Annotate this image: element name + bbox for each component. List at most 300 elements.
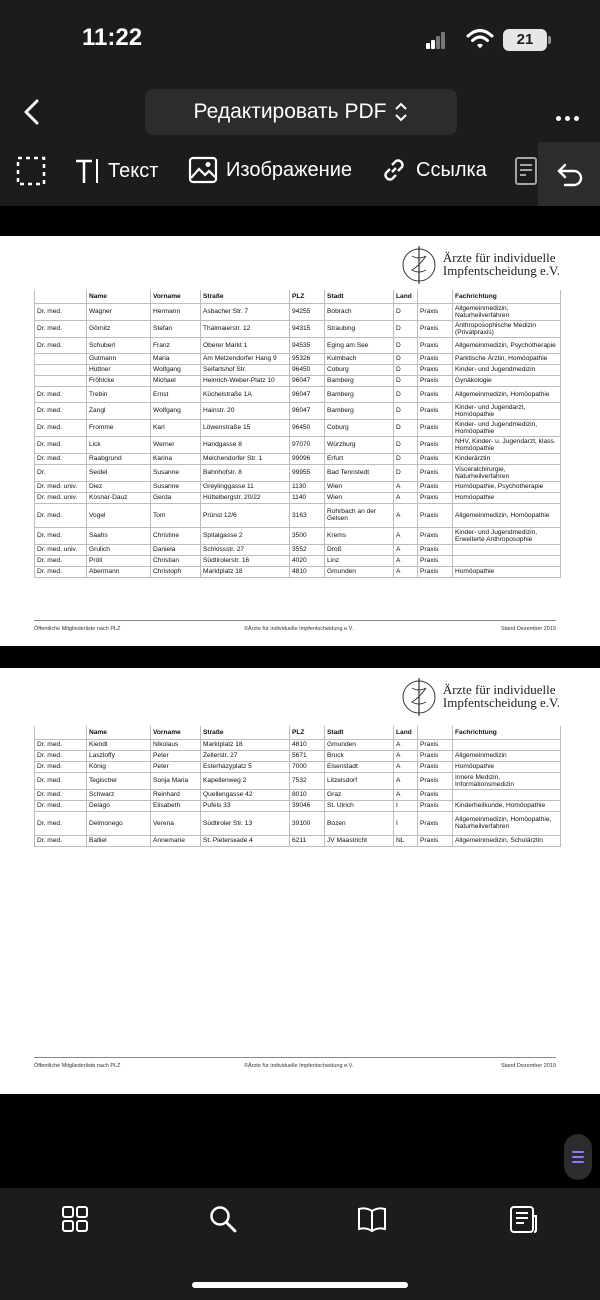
table-row	[35, 419, 561, 436]
cell-strasse: Quellengasse 42	[201, 789, 290, 800]
cell-fach: Gynäkologie	[453, 375, 561, 386]
cell-plz: 4810	[290, 739, 325, 750]
cell-fach: Allgemeinmedizin, Homöopathie, Naturheilverfahren	[453, 811, 561, 835]
battery-indicator: 21	[503, 29, 547, 51]
cell-strasse: Südtiroler Str. 13	[201, 811, 290, 835]
cell-plz: 99096	[290, 453, 325, 464]
cell-stadt: Bozen	[325, 811, 394, 835]
cell-strasse: Oberer Markt 1	[201, 337, 290, 353]
cell-plz: 94315	[290, 320, 325, 337]
image-tool[interactable]	[188, 156, 352, 184]
cell-name: Hüttner	[87, 364, 151, 375]
cell-typ: Praxis	[418, 772, 453, 789]
cell-fach	[453, 544, 561, 555]
table-row	[35, 436, 561, 453]
cell-land: D	[394, 337, 418, 353]
cell-title	[35, 353, 87, 364]
cell-name: Lick	[87, 436, 151, 453]
cell-vorname: Karl	[151, 419, 201, 436]
col-header-plz: PLZ	[290, 726, 325, 739]
cell-stadt: Bamberg	[325, 402, 394, 419]
table-row	[35, 375, 561, 386]
cell-typ: Praxis	[418, 481, 453, 492]
up-down-chevron-icon	[394, 102, 408, 122]
col-header-land: Land	[394, 726, 418, 739]
cell-plz: 7000	[290, 761, 325, 772]
footer-left: Öffentliche Mitgliederliste nach PLZ	[34, 626, 121, 632]
cell-land: D	[394, 364, 418, 375]
cell-title: Dr. med.	[35, 503, 87, 527]
cell-strasse: Spitalgasse 2	[201, 527, 290, 544]
cell-stadt: Litzelsdorf	[325, 772, 394, 789]
cell-title: Dr. med. univ.	[35, 481, 87, 492]
table-row	[35, 364, 561, 375]
table-row	[35, 555, 561, 566]
cell-stadt: Krems	[325, 527, 394, 544]
cell-vorname: Reinhard	[151, 789, 201, 800]
cell-vorname: Nikolaus	[151, 739, 201, 750]
cell-name: Wagner	[87, 303, 151, 320]
table-header	[35, 726, 561, 739]
cell-plz: 8010	[290, 789, 325, 800]
cell-land: A	[394, 544, 418, 555]
nav-bar	[0, 80, 600, 142]
cell-vorname: Susanne	[151, 464, 201, 481]
cell-name: Fröhlcke	[87, 375, 151, 386]
cell-plz: 6211	[290, 835, 325, 846]
more-options-icon[interactable]	[556, 108, 583, 126]
cell-stadt: Kulmbach	[325, 353, 394, 364]
cell-title: Dr. med.	[35, 566, 87, 577]
cell-typ: Praxis	[418, 364, 453, 375]
cell-strasse: Seifartshof Str.	[201, 364, 290, 375]
cell-name: Görnitz	[87, 320, 151, 337]
cell-name: Diez	[87, 481, 151, 492]
cell-title: Dr. med.	[35, 303, 87, 320]
cell-fach: Allgemeinmedizin	[453, 750, 561, 761]
col-header-name: Name	[87, 726, 151, 739]
cell-strasse: Marktplatz 18	[201, 739, 290, 750]
table-row	[35, 527, 561, 544]
cell-title: Dr. med.	[35, 772, 87, 789]
cell-fach: Kinderheilkunde, Homöopathie	[453, 800, 561, 811]
cell-name: Zangl	[87, 402, 151, 419]
cell-vorname: Karina	[151, 453, 201, 464]
footer-right: Stand Dezember 2019	[500, 1063, 556, 1069]
cell-plz: 39046	[290, 800, 325, 811]
logo-line-1: Ärzte für individuelle	[442, 682, 556, 697]
cell-title: Dr. med.	[35, 761, 87, 772]
status-time: 11:22	[82, 24, 143, 51]
cell-stadt: Bruck	[325, 750, 394, 761]
cell-stadt: Würzburg	[325, 436, 394, 453]
col-header	[35, 726, 87, 739]
cell-stadt: Böbrach	[325, 303, 394, 320]
cell-land: A	[394, 789, 418, 800]
cell-plz: 1130	[290, 481, 325, 492]
cell-stadt: Gmunden	[325, 739, 394, 750]
cell-stadt: Wien	[325, 481, 394, 492]
cell-land: D	[394, 386, 418, 402]
text-tool[interactable]	[74, 156, 158, 186]
document-text-icon[interactable]	[508, 1204, 538, 1234]
cell-plz: 94255	[290, 303, 325, 320]
cell-typ: Praxis	[418, 739, 453, 750]
cell-land: A	[394, 492, 418, 503]
cell-fach: Kinder- und Jugendmedizin, Homöopathie	[453, 419, 561, 436]
cell-fach: Kinder- und Jugendmedizin	[453, 364, 561, 375]
cell-fach: Allgemeinmedizin, Naturheilverfahren	[453, 303, 561, 320]
cell-typ: Praxis	[418, 402, 453, 419]
col-header-stadt: Stadt	[325, 290, 394, 303]
table-row	[35, 453, 561, 464]
cell-plz: 4020	[290, 555, 325, 566]
cell-name: Raabgrund	[87, 453, 151, 464]
cell-stadt: Linz	[325, 555, 394, 566]
page-footer	[34, 1057, 556, 1069]
cell-strasse: Handgasse 8	[201, 436, 290, 453]
cell-plz: 96450	[290, 364, 325, 375]
cell-vorname: Tom	[151, 503, 201, 527]
cell-plz: 3552	[290, 544, 325, 555]
cell-land: D	[394, 464, 418, 481]
cell-land: A	[394, 527, 418, 544]
col-header-vorname: Vorname	[151, 290, 201, 303]
table-row	[35, 789, 561, 800]
text-cursor-icon	[74, 156, 100, 186]
cell-title	[35, 364, 87, 375]
cell-title: Dr. med.	[35, 555, 87, 566]
cell-typ: Praxis	[418, 375, 453, 386]
cell-land: A	[394, 566, 418, 577]
table-row	[35, 811, 561, 835]
cell-land: D	[394, 353, 418, 364]
cell-land: A	[394, 555, 418, 566]
cell-plz: 1140	[290, 492, 325, 503]
text-tool-label: Текст	[108, 159, 159, 182]
logo-line-2: Impfentscheidung e.V.	[442, 695, 560, 710]
back-chevron-icon[interactable]	[20, 98, 44, 126]
table-row	[35, 761, 561, 772]
cell-name: Delmonego	[87, 811, 151, 835]
cell-title: Dr. med.	[35, 739, 87, 750]
cell-name: Schwarz	[87, 789, 151, 800]
cell-strasse: Zellerstr. 27	[201, 750, 290, 761]
cell-fach: Kinder- und Jugendarzt, Homöopathie	[453, 402, 561, 419]
table-row	[35, 739, 561, 750]
table-row	[35, 402, 561, 419]
cell-fach: Allgemeinmedizin, Schulärztin	[453, 835, 561, 846]
cell-strasse: Asbacher Str. 7	[201, 303, 290, 320]
cell-land: D	[394, 453, 418, 464]
undo-button[interactable]	[538, 142, 600, 206]
cell-land: A	[394, 772, 418, 789]
search-icon[interactable]	[208, 1204, 238, 1234]
cell-strasse: Kapellenweg 2	[201, 772, 290, 789]
cell-name: Fromme	[87, 419, 151, 436]
home-indicator	[192, 1282, 408, 1288]
cell-typ: Praxis	[418, 527, 453, 544]
cell-title: Dr. med.	[35, 800, 87, 811]
col-header	[418, 726, 453, 739]
cell-name: Kosnar-Dauz	[87, 492, 151, 503]
cell-vorname: Elisabeth	[151, 800, 201, 811]
thumbnails-grid-icon[interactable]	[60, 1204, 90, 1234]
cell-land: A	[394, 481, 418, 492]
table-row	[35, 464, 561, 481]
edit-toolbar	[0, 142, 600, 206]
cell-name: Abermann	[87, 566, 151, 577]
col-header-name: Name	[87, 290, 151, 303]
member-table-page-1	[34, 290, 561, 578]
cell-fach: Homöopathie, Psychotherapie	[453, 481, 561, 492]
cell-typ: Praxis	[418, 337, 453, 353]
cell-plz: 3163	[290, 503, 325, 527]
cell-name: Trebin	[87, 386, 151, 402]
cell-title: Dr. med.	[35, 436, 87, 453]
footer-left: Öffentliche Mitgliederliste nach PLZ	[34, 1063, 121, 1069]
cell-typ: Praxis	[418, 436, 453, 453]
cell-plz: 5671	[290, 750, 325, 761]
association-logo	[401, 676, 560, 716]
cell-vorname: Susanne	[151, 481, 201, 492]
cell-vorname: Christine	[151, 527, 201, 544]
cell-vorname: Wolfgang	[151, 402, 201, 419]
cell-strasse: Esterházyplatz 5	[201, 761, 290, 772]
cell-plz: 3500	[290, 527, 325, 544]
cell-name: Saahs	[87, 527, 151, 544]
cell-title: Dr. med.	[35, 750, 87, 761]
cell-typ: Praxis	[418, 320, 453, 337]
pdf-page-2	[0, 668, 600, 1094]
cell-plz: 96047	[290, 375, 325, 386]
link-tool-label: Ссылка	[416, 158, 487, 181]
cell-land: A	[394, 761, 418, 772]
cell-land: A	[394, 503, 418, 527]
table-row	[35, 337, 561, 353]
cell-vorname: Franz	[151, 337, 201, 353]
cell-strasse: Bahnhofstr. 8	[201, 464, 290, 481]
pdf-page-1	[0, 236, 600, 646]
cell-stadt: Gmunden	[325, 566, 394, 577]
cell-vorname: Sonja Maria	[151, 772, 201, 789]
cell-title: Dr. med. univ.	[35, 544, 87, 555]
table-row	[35, 800, 561, 811]
bottom-tab-bar	[0, 1188, 600, 1300]
cell-vorname: Verena	[151, 811, 201, 835]
caduceus-logo-icon	[401, 244, 437, 284]
cell-name: Pröll	[87, 555, 151, 566]
cell-stadt: Bamberg	[325, 375, 394, 386]
cell-name: Delago	[87, 800, 151, 811]
cell-typ: Praxis	[418, 750, 453, 761]
cell-title: Dr. med.	[35, 835, 87, 846]
cell-name: Vogel	[87, 503, 151, 527]
cell-plz: 4810	[290, 566, 325, 577]
document-mode-selector[interactable]	[145, 89, 457, 135]
cell-stadt: Rohrbach an der Gelsen	[325, 503, 394, 527]
link-tool[interactable]	[380, 156, 487, 184]
cell-vorname: Peter	[151, 761, 201, 772]
cell-typ: Praxis	[418, 544, 453, 555]
cell-vorname: Michael	[151, 375, 201, 386]
cell-name: Grulich	[87, 544, 151, 555]
cell-land: NL	[394, 835, 418, 846]
cell-typ: Praxis	[418, 761, 453, 772]
cell-typ: Praxis	[418, 503, 453, 527]
cell-typ: Praxis	[418, 419, 453, 436]
cell-vorname: Annemarie	[151, 835, 201, 846]
cell-land: I	[394, 811, 418, 835]
logo-line-2: Impfentscheidung e.V.	[442, 263, 560, 278]
cell-vorname: Peter	[151, 750, 201, 761]
cell-strasse: Löwenstraße 15	[201, 419, 290, 436]
page-footer	[34, 620, 556, 632]
cell-strasse: Greylinggasse 11	[201, 481, 290, 492]
cell-typ: Praxis	[418, 811, 453, 835]
col-header-vorname: Vorname	[151, 726, 201, 739]
form-tool[interactable]	[514, 156, 538, 186]
cell-vorname: Wolfgang	[151, 364, 201, 375]
cell-stadt: Eisenstadt	[325, 761, 394, 772]
footer-center: ©Ärzte für individuelle Impfentscheidung e.V.	[244, 1063, 354, 1069]
table-row	[35, 772, 561, 789]
table-row	[35, 320, 561, 337]
cell-fach: Visceralchirurgie, Naturheilverfahren	[453, 464, 561, 481]
nav-title: Редактировать PDF	[193, 100, 387, 123]
cell-strasse: Hainstr. 20	[201, 402, 290, 419]
form-edit-icon	[514, 156, 538, 186]
table-header	[35, 290, 561, 303]
select-tool[interactable]	[16, 156, 46, 186]
col-header-strasse: Straße	[201, 726, 290, 739]
cell-vorname: Stefan	[151, 320, 201, 337]
cell-name: Laszloffy	[87, 750, 151, 761]
cell-stadt: Graz	[325, 789, 394, 800]
cell-fach: NHV, Kinder- u. Jugendarzt, klass. Homöopathie	[453, 436, 561, 453]
cell-typ: Praxis	[418, 453, 453, 464]
cell-fach: Homöopathie	[453, 492, 561, 503]
member-table-page-2	[34, 726, 561, 847]
cell-land: D	[394, 436, 418, 453]
status-bar	[0, 0, 600, 80]
cell-stadt: Bamberg	[325, 386, 394, 402]
page-scroll-handle[interactable]	[564, 1134, 592, 1180]
table-row	[35, 503, 561, 527]
col-header-land: Land	[394, 290, 418, 303]
cell-typ: Praxis	[418, 386, 453, 402]
cell-strasse: Hüttelbergstr. 20/22	[201, 492, 290, 503]
cell-fach	[453, 789, 561, 800]
cell-stadt: Coburg	[325, 419, 394, 436]
cell-vorname: Hermann	[151, 303, 201, 320]
col-header	[418, 290, 453, 303]
cell-stadt: Erfurt	[325, 453, 394, 464]
cell-land: A	[394, 739, 418, 750]
cell-vorname: Christian	[151, 555, 201, 566]
cell-fach: Homöopathie	[453, 566, 561, 577]
cell-plz: 97070	[290, 436, 325, 453]
cell-plz: 99955	[290, 464, 325, 481]
table-row	[35, 303, 561, 320]
cell-strasse: Am Metzendorfer Hang 9	[201, 353, 290, 364]
cell-name: König	[87, 761, 151, 772]
footer-center: ©Ärzte für individuelle Impfentscheidung e.V.	[244, 626, 354, 632]
cell-land: A	[394, 750, 418, 761]
cell-typ: Praxis	[418, 789, 453, 800]
cell-title: Dr. med.	[35, 402, 87, 419]
cell-plz: 94535	[290, 337, 325, 353]
cell-strasse: Heinrich-Weber-Platz 10	[201, 375, 290, 386]
link-icon	[380, 156, 408, 184]
cell-vorname: Gerda	[151, 492, 201, 503]
cell-strasse: Südtirolerstr. 16	[201, 555, 290, 566]
col-header-plz: PLZ	[290, 290, 325, 303]
cell-title: Dr. med.	[35, 527, 87, 544]
undo-icon	[555, 161, 585, 187]
cell-strasse: Küchelstraße 1A	[201, 386, 290, 402]
table-row	[35, 544, 561, 555]
col-header-stadt: Stadt	[325, 726, 394, 739]
cell-fach	[453, 555, 561, 566]
cell-land: D	[394, 303, 418, 320]
cell-plz: 39100	[290, 811, 325, 835]
cell-vorname: Ernst	[151, 386, 201, 402]
cell-stadt: Bad Tennstedt	[325, 464, 394, 481]
cell-name: Gutmann	[87, 353, 151, 364]
cell-plz: 7532	[290, 772, 325, 789]
cell-vorname: Daniela	[151, 544, 201, 555]
cell-typ: Praxis	[418, 835, 453, 846]
cell-land: D	[394, 320, 418, 337]
cell-title: Dr. med.	[35, 337, 87, 353]
logo-line-1: Ärzte für individuelle	[442, 250, 556, 265]
caduceus-logo-icon	[401, 676, 437, 716]
cell-stadt: Straubing	[325, 320, 394, 337]
cell-strasse: Schlossstr. 27	[201, 544, 290, 555]
cell-strasse: Melchendorfer Str. 1	[201, 453, 290, 464]
cell-typ: Praxis	[418, 555, 453, 566]
table-row	[35, 492, 561, 503]
cell-name: Seidel	[87, 464, 151, 481]
cell-strasse: Marktplatz 18	[201, 566, 290, 577]
cell-title: Dr. med.	[35, 811, 87, 835]
cell-fach: Kinderärztin	[453, 453, 561, 464]
cell-stadt: Coburg	[325, 364, 394, 375]
cell-typ: Praxis	[418, 492, 453, 503]
reader-book-icon[interactable]	[357, 1204, 387, 1234]
cell-vorname: Werner	[151, 436, 201, 453]
cell-title: Dr. med.	[35, 386, 87, 402]
cell-title: Dr. med.	[35, 453, 87, 464]
table-row	[35, 566, 561, 577]
table-row	[35, 481, 561, 492]
cell-strasse: Pufels 33	[201, 800, 290, 811]
image-tool-label: Изображение	[226, 158, 352, 181]
cell-fach: Kinder- und Jugendmedizin, Erweiterte Anthroposophie	[453, 527, 561, 544]
cell-plz: 95326	[290, 353, 325, 364]
cell-land: D	[394, 375, 418, 386]
cell-fach: Allgemeinmedizin, Homöopathie	[453, 386, 561, 402]
cell-stadt: St. Ulrich	[325, 800, 394, 811]
cell-name: Kiendl	[87, 739, 151, 750]
cell-title	[35, 375, 87, 386]
cell-typ: Praxis	[418, 800, 453, 811]
cell-name: Tegischer	[87, 772, 151, 789]
wifi-icon	[466, 28, 494, 50]
cell-fach: Allgemeinmedizin, Psychotherapie	[453, 337, 561, 353]
cell-name: Schuberl	[87, 337, 151, 353]
